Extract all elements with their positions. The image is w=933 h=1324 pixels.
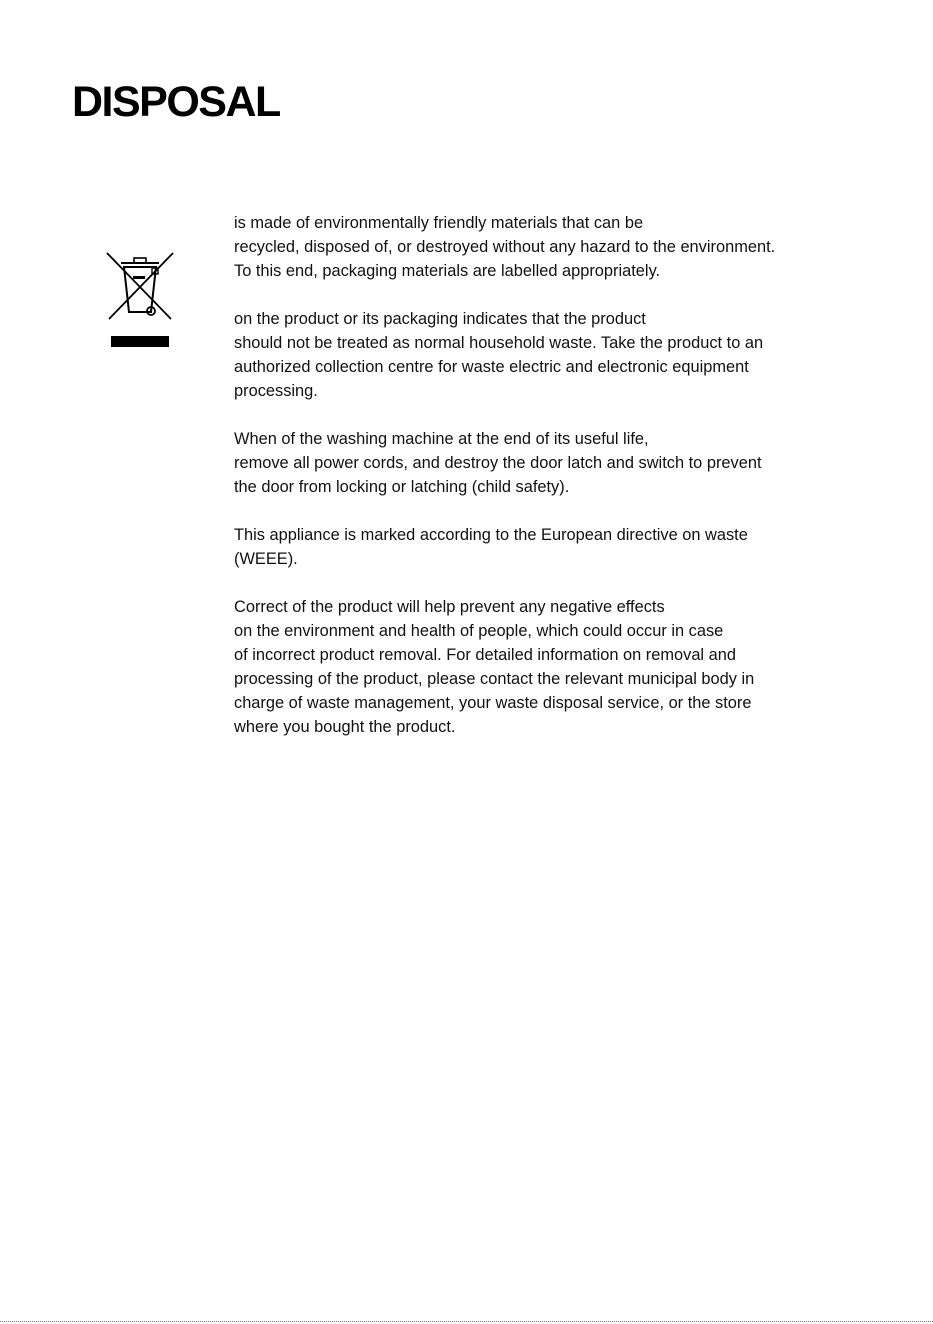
disposal-text bbox=[234, 211, 834, 763]
paragraph-packaging: is made of environmentally friendly materials that can be recycled, disposed of, or destroyed without any hazard to the environment. To this end, packaging materials are labelled appropriately. bbox=[234, 214, 776, 280]
paragraph-correct-disposal: Correct of the product will help prevent any negative effects on the environment and health of people, which could occur in case of incorrect product removal. For detailed information on removal and processing of the product, please contact the relevant municipal body in charge of waste management, your waste disposal service, or the store where you bought the product. bbox=[234, 598, 755, 736]
crossed-out-wheelie-bin-icon bbox=[104, 250, 176, 348]
page-title: DISPOSAL bbox=[72, 78, 280, 126]
page-edge-rule bbox=[0, 1321, 933, 1322]
paragraph-weee: This appliance is marked according to the European directive on waste (WEEE). bbox=[234, 526, 748, 568]
paragraph-symbol: on the product or its packaging indicates that the product should not be treated as normal household waste. Take the product to an authorized collection centre for waste electric and electronic equipment processing. bbox=[234, 310, 764, 400]
paragraph-end-of-life: When of the washing machine at the end of its useful life, remove all power cords, and destroy the door latch and switch to prevent the door from locking or latching (child safety). bbox=[234, 430, 762, 496]
